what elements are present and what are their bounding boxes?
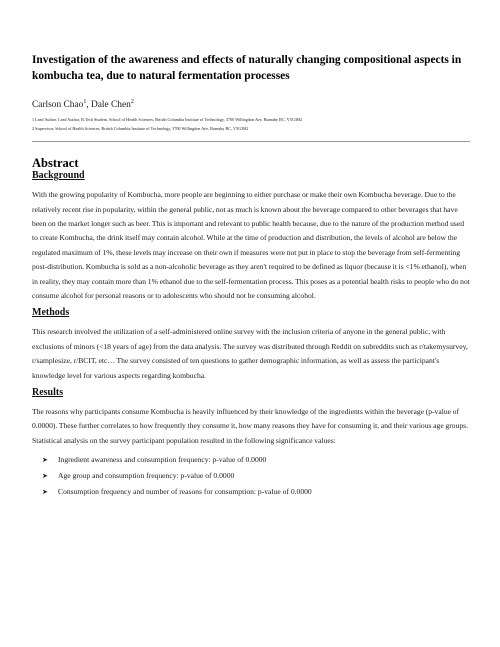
affiliation-1: 1 Lead Author, Lead Author, B.Tech Student, School of Health Sciences, British Columbia Institute of Technology, 3700 Willingdon Ave, Burnaby BC, V5G3H2: [32, 117, 303, 123]
arrowhead-bullet-icon: ➤: [42, 456, 48, 465]
list-item: [42, 468, 470, 484]
author-line: [32, 96, 470, 111]
list-item: [42, 484, 470, 500]
methods-paragraph: This research involved the utilization of a self-administered online survey with the inclusion criteria of anyone in the general public, with exclusions of minors (<18 years of age) from the data analysis. The survey was distributed through Reddit on subreddits such as r/takemysurvey, r/samplesize, r/BCIT, etc… The survey consisted of ten questions to gather demographic information, as well as assess the participant's knowledge level for various aspects regarding kombucha.: [32, 327, 468, 380]
background-paragraph: With the growing popularity of Kombucha, more people are beginning to either purchase or make their own Kombucha beverage. Due to the relatively recent rise in popularity, within the general public, not as much is known about the beverage compared to other beverages that have been on the market longer such as beer. This is important and relevant to public health because, due to the nature of the production method used to create Kombucha, the drink itself may contain alcohol. While at the time of production and distribution, the levels of alcohol are below the regulated maximum of 1%, these levels may increase on their own if measures were not put in place to stop the beverage from self-fermenting post-distribution. Kombucha is sold as a non-alcoholic beverage as they aren't required to be defined as liquor (because it is <1% ethanol), when in reality, they may contain more than 1% ethanol due to the self-fermentation process. This poses as a potential health risks to people who do not consume alcohol for personal reasons or to adolescents who should not be consuming alcohol.: [32, 190, 470, 300]
abstract-heading: Abstract: [32, 156, 79, 171]
author-name-2: Dale Chen: [91, 100, 131, 111]
author-superscript-1: 1: [83, 99, 87, 105]
list-item: [42, 452, 470, 468]
paper-page: [32, 52, 470, 500]
methods-heading: Methods: [32, 307, 70, 319]
background-heading: Background: [32, 170, 85, 182]
author-name-1: Carlson Chao: [32, 100, 84, 111]
author-separator: ,: [86, 100, 91, 111]
paper-title: Investigation of the awareness and effects of naturally changing compositional aspects in kombucha tea, due to natural fermentation processes: [32, 54, 462, 82]
arrowhead-bullet-icon: ➤: [42, 488, 48, 497]
list-item-text: Age group and consumption frequency: p-value of 0.0000: [58, 471, 235, 481]
results-list: [32, 452, 470, 500]
arrowhead-bullet-icon: ➤: [42, 472, 48, 481]
results-paragraph: The reasons why participants consume Kombucha is heavily influenced by their knowledge of the ingredients within the beverage (p-value of 0.0000). These further correlates to how frequently they consume it, how many reasons they have for consuming it, and their various age groups. Statistical analysis on the survey participant population resulted in the following significance values:: [32, 407, 468, 445]
author-superscript-2: 2: [130, 99, 134, 105]
list-item-text: Ingredient awareness and consumption frequency: p-value of 0.0000: [58, 455, 267, 465]
results-heading: Results: [32, 387, 64, 398]
section-divider: [32, 141, 470, 142]
affiliation-2: 2 Supervisor, School of Health Sciences, British Columbia Institute of Technology, 3700 Willingdon Ave, Burnaby BC, V5G3H2: [32, 126, 249, 132]
list-item-text: Consumption frequency and number of reasons for consumption: p-value of 0.0000: [58, 487, 312, 497]
